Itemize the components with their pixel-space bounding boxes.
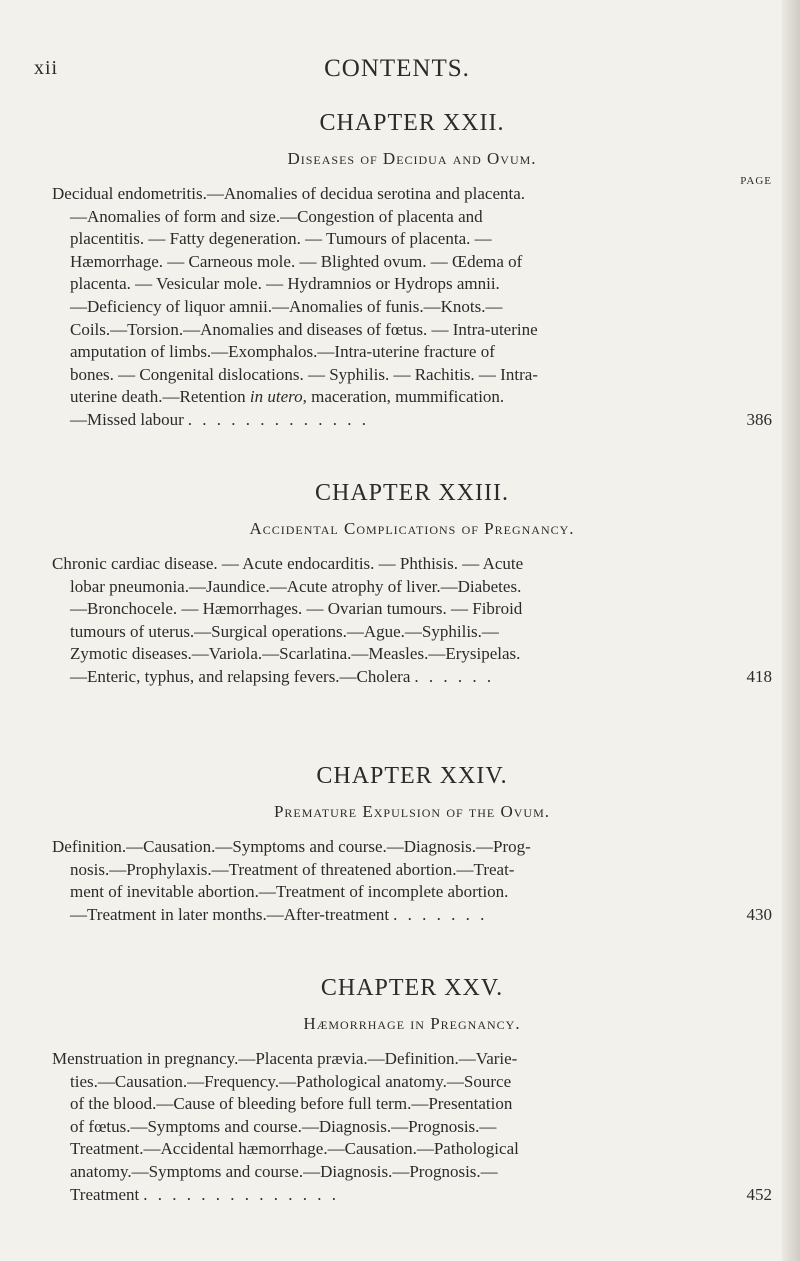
summary-line: Chronic cardiac disease. — Acute endocarditis. — Phthisis. — Acute: [52, 554, 524, 573]
chapter-xxiv: [52, 763, 772, 926]
italic-phrase: in utero: [249, 387, 303, 407]
page-edge-shadow: [782, 0, 800, 1261]
chapter-title: CHAPTER XXIV.: [316, 763, 508, 789]
summary-line: of the blood.—Cause of bleeding before full term.—Presentation: [70, 1094, 513, 1114]
page-column-label: PAGE: [740, 175, 772, 187]
chapter-summary: [52, 553, 772, 689]
summary-line: —Anomalies of form and size.—Congestion of placenta and: [70, 206, 483, 226]
summary-text: , maceration, mummification.: [302, 387, 505, 407]
summary-line: Treatment.—Accidental hæmorrhage.—Causation.—Pathological: [70, 1139, 519, 1159]
summary-text: uterine death.—Retention: [70, 387, 250, 407]
summary-text: Treatment: [70, 1184, 140, 1204]
summary-line: nosis.—Prophylaxis.—Treatment of threatened abortion.—Treat-: [70, 859, 515, 879]
chapter-subtitle: Premature Expulsion of the Ovum.: [273, 802, 551, 821]
chapter-title: CHAPTER XXV.: [320, 975, 504, 1001]
summary-line: Decidual endometritis.—Anomalies of decidua serotina and placenta.: [52, 184, 526, 203]
chapter-title: CHAPTER XXIII.: [315, 480, 509, 506]
summary-last-line: [52, 409, 772, 432]
summary-line: Definition.—Causation.—Symptoms and course.—Diagnosis.—Prog-: [52, 837, 531, 856]
summary-text: —Missed labour: [70, 409, 184, 429]
page-folio: xii: [34, 57, 59, 79]
running-title: CONTENTS.: [324, 55, 470, 82]
summary-line: Coils.—Torsion.—Anomalies and diseases of fœtus. — Intra-uterine: [70, 319, 538, 339]
summary-line: tumours of uterus.—Surgical operations.—Ague.—Syphilis.—: [70, 621, 499, 641]
chapter-title: CHAPTER XXII.: [319, 110, 505, 136]
summary-line: ties.—Causation.—Frequency.—Pathological anatomy.—Source: [70, 1071, 512, 1091]
summary-line: Menstruation in pregnancy.—Placenta prævia.—Definition.—Varie-: [52, 1049, 518, 1068]
summary-last-line: [52, 904, 772, 927]
page-number: 418: [746, 666, 772, 686]
summary-line: —Deficiency of liquor amnii.—Anomalies of funis.—Knots.—: [70, 296, 503, 316]
chapter-summary: [52, 1048, 772, 1206]
summary-last-line: [52, 666, 772, 689]
page-header: [34, 55, 760, 85]
dot-leader: . . . . . . . . . . . . . .: [143, 1184, 340, 1204]
summary-line: amputation of limbs.—Exomphalos.—Intra-uterine fracture of: [70, 342, 495, 362]
chapter-xxii: [52, 110, 772, 432]
summary-line: placentitis. — Fatty degeneration. — Tumours of placenta. —: [70, 229, 492, 249]
summary-line: —Bronchocele. — Hæmorrhages. — Ovarian tumours. — Fibroid: [70, 599, 523, 619]
summary-text: —Enteric, typhus, and relapsing fevers.—Cholera: [70, 666, 411, 686]
summary-line: [52, 386, 772, 409]
summary-text: —Treatment in later months.—After-treatment: [70, 904, 390, 924]
chapter-xxiii: [52, 480, 772, 689]
summary-line: placenta. — Vesicular mole. — Hydramnios or Hydrops amnii.: [70, 274, 500, 294]
page-number: 430: [746, 904, 772, 924]
page-number: 452: [746, 1184, 772, 1204]
dot-leader: . . . . . . . . . . . . .: [187, 409, 370, 429]
chapter-subtitle: Diseases of Decidua and Ovum.: [287, 149, 537, 168]
summary-line: of fœtus.—Symptoms and course.—Diagnosis.—Prognosis.—: [70, 1116, 497, 1136]
summary-line: Zymotic diseases.—Variola.—Scarlatina.—Measles.—Erysipelas.: [70, 644, 521, 664]
dot-leader: . . . . . . .: [393, 904, 488, 924]
summary-line: ment of inevitable abortion.—Treatment of incomplete abortion.: [70, 882, 509, 902]
summary-line: bones. — Congenital dislocations. — Syphilis. — Rachitis. — Intra-: [70, 364, 538, 384]
summary-line: lobar pneumonia.—Jaundice.—Acute atrophy of liver.—Diabetes.: [70, 576, 522, 596]
summary-last-line: [52, 1184, 772, 1207]
dot-leader: . . . . . .: [414, 666, 495, 686]
chapter-subtitle: Accidental Complications of Pregnancy.: [249, 519, 575, 538]
chapter-xxv: [52, 975, 772, 1206]
page-number: 386: [746, 409, 772, 429]
summary-line: Hæmorrhage. — Carneous mole. — Blighted ovum. — Œdema of: [70, 251, 523, 271]
chapter-summary: [52, 183, 772, 432]
chapter-summary: [52, 836, 772, 926]
summary-line: anatomy.—Symptoms and course.—Diagnosis.—Prognosis.—: [70, 1161, 498, 1181]
chapter-subtitle: Hæmorrhage in Pregnancy.: [303, 1014, 521, 1033]
